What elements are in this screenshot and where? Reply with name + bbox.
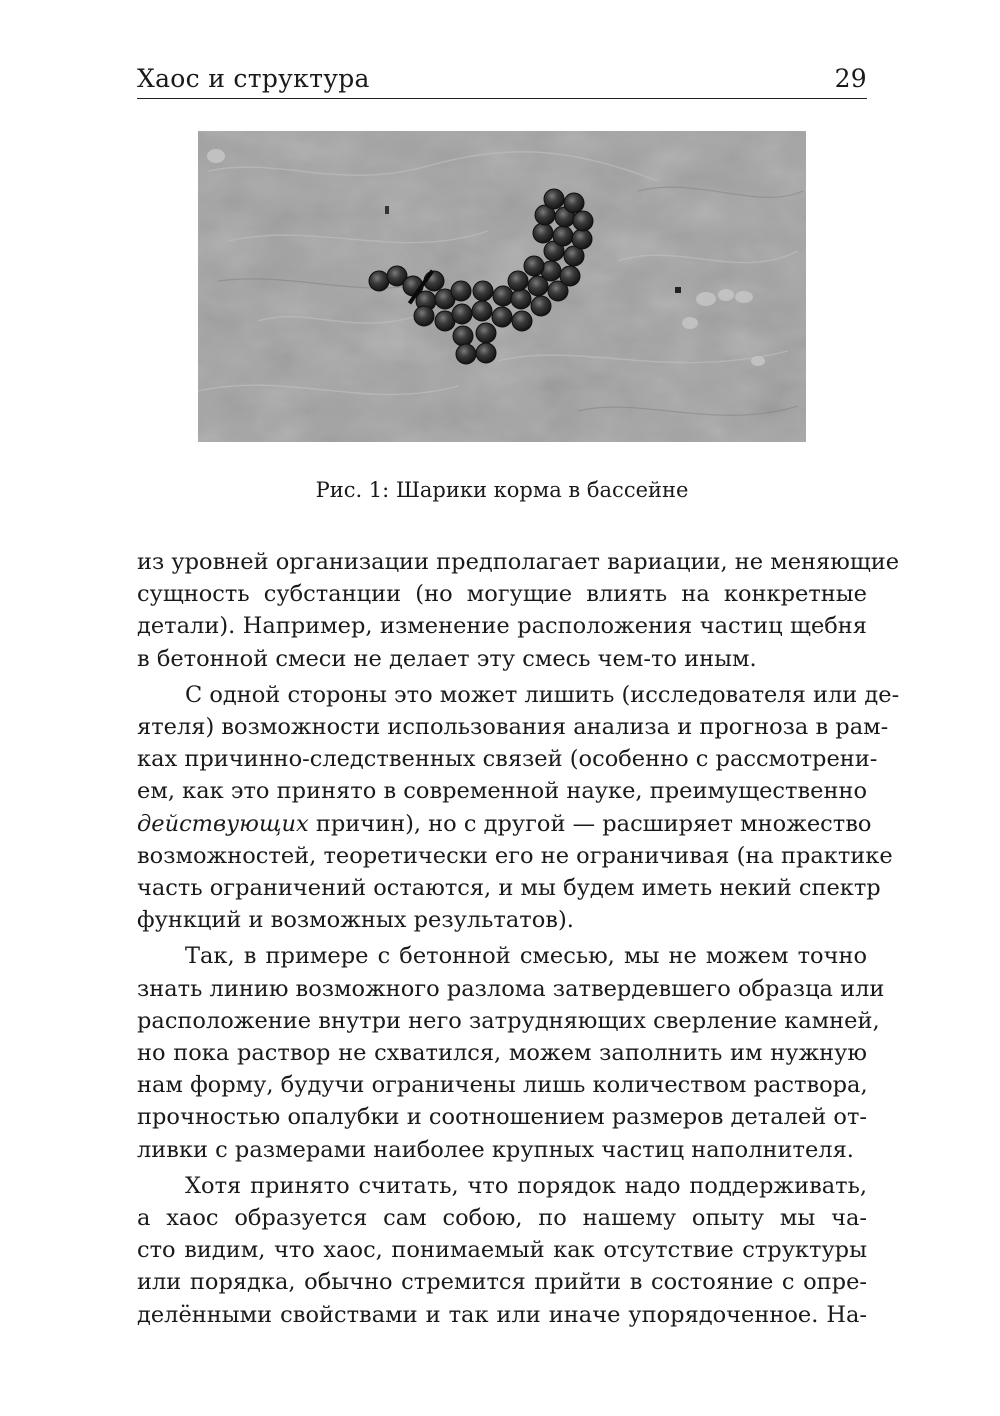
caption-text: Шарики корма в бассейне [395,478,689,502]
text-line: нам форму, будучи ограничены лишь количеством раствора, [137,1072,868,1099]
running-header [137,62,867,99]
text-line: сущность субстанции (но могущие влиять на конкретные [137,581,867,608]
figure-caption [137,478,867,502]
running-title: Хаос и структура [137,64,370,93]
text-line: Так, в примере с бетонной смесью, мы не можем точно [185,943,867,970]
paragraph [137,546,900,675]
italic-word: действующих [137,810,309,837]
text-line: а хаос образуется сам собою, по нашему опыту мы ча- [137,1205,867,1232]
text-line: в бетонной смеси не делает эту смесь чем-то иным. [137,645,757,672]
text-line: детали). Например, изменение расположения частиц щебня [137,613,867,640]
text-line: С одной стороны это может лишить (исследователя или де- [185,681,900,708]
body-text [137,546,900,1335]
caption-label: Рис. 1: [315,478,390,502]
line-rest: причин), но с другой — расширяет множество [315,810,872,837]
paragraph [137,679,900,937]
text-line: часть ограничений остаются, и мы будем иметь некий спектр [137,875,881,902]
text-line: сто видим, что хаос, понимаемый как отсутствие структуры [137,1237,867,1264]
figure-photo [198,131,806,442]
text-line: расположение внутри него затрудняющих сверление камней, [137,1007,880,1034]
text-line: знать линию возможного разлома затвердевшего образца или [137,975,885,1002]
text-line [137,808,872,840]
text-line: Хотя принято считать, что порядок надо поддерживать, [185,1172,867,1199]
text-line: делёнными свойствами и так или иначе упорядоченное. На- [137,1301,867,1328]
text-line: ятеля) возможности использования анализа и прогноза в рам- [137,714,889,741]
text-line: прочностью опалубки и соотношением размеров деталей от- [137,1104,867,1131]
text-line: но пока раствор не схватился, можем заполнить им нужную [137,1040,867,1067]
page-number: 29 [834,64,867,93]
text-line: функций и возможных результатов). [137,907,574,934]
text-line: или порядка, обычно стремится прийти в состояние с опре- [137,1269,867,1296]
paragraph [137,1170,867,1331]
feed-pellets-photo [198,131,806,442]
paragraph [137,940,885,1165]
text-line: ем, как это принято в современной науке, преимущественно [137,778,867,805]
text-line: из уровней организации предполагает вариации, не меняющие [137,549,900,575]
text-line: ках причинно-следственных связей (особенно с рассмотрени- [137,746,878,773]
text-line: ливки с размерами наиболее крупных частиц наполнителя. [137,1136,854,1163]
text-line: возможностей, теоретически его не ограничивая (на практике [137,842,893,869]
